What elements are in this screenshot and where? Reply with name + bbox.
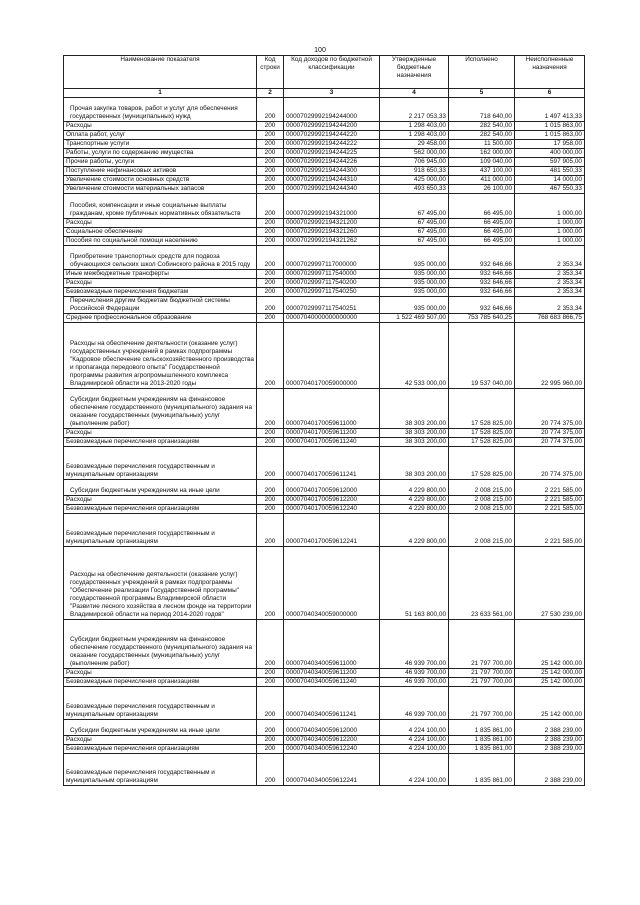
row-code: 200 bbox=[257, 447, 284, 480]
row-executed: 17 528 825,00 bbox=[449, 438, 515, 447]
row-unexecuted: 20 774 375,00 bbox=[515, 388, 585, 429]
row-kbk: 00007029992194244340 bbox=[284, 185, 380, 194]
row-kbk: 00007040170059611240 bbox=[284, 438, 380, 447]
row-unexecuted: 2 388 239,00 bbox=[515, 719, 585, 735]
row-code: 200 bbox=[257, 279, 284, 288]
row-executed: 718 640,00 bbox=[449, 98, 515, 122]
row-code: 200 bbox=[257, 314, 284, 323]
row-executed: 932 646,66 bbox=[449, 270, 515, 279]
row-unexecuted: 2 388 239,00 bbox=[515, 753, 585, 786]
table-row bbox=[64, 496, 585, 505]
row-code: 200 bbox=[257, 429, 284, 438]
row-name: Работы, услуги по содержанию имущества bbox=[64, 149, 257, 158]
table-row bbox=[64, 236, 585, 245]
table-row bbox=[64, 297, 585, 314]
row-kbk: 00007040340059000000 bbox=[284, 546, 380, 619]
row-executed: 1 835 861,00 bbox=[449, 735, 515, 744]
row-kbk: 00007040000000000000 bbox=[284, 314, 380, 323]
row-executed: 11 500,00 bbox=[449, 140, 515, 149]
row-executed: 437 100,00 bbox=[449, 167, 515, 176]
row-kbk: 00007040170059612240 bbox=[284, 505, 380, 514]
row-kbk: 00007029992194321260 bbox=[284, 227, 380, 236]
row-code: 200 bbox=[257, 753, 284, 786]
row-approved: 935 000,00 bbox=[380, 279, 449, 288]
row-approved: 935 000,00 bbox=[380, 297, 449, 314]
row-name: Расходы bbox=[64, 668, 257, 677]
row-executed: 23 633 561,00 bbox=[449, 546, 515, 619]
row-kbk: 00007040340059611241 bbox=[284, 686, 380, 719]
row-approved: 4 229 800,00 bbox=[380, 496, 449, 505]
row-name: Безвозмездные перечисления бюджетам bbox=[64, 288, 257, 297]
table-row bbox=[64, 429, 585, 438]
row-executed: 17 528 825,00 bbox=[449, 447, 515, 480]
row-approved: 38 303 200,00 bbox=[380, 447, 449, 480]
row-kbk: 00007029992194244226 bbox=[284, 158, 380, 167]
table-row bbox=[64, 167, 585, 176]
row-kbk: 00007029992194321000 bbox=[284, 194, 380, 218]
row-kbk: 00007029997117000000 bbox=[284, 245, 380, 269]
row-approved: 935 000,00 bbox=[380, 288, 449, 297]
row-code: 200 bbox=[257, 158, 284, 167]
row-unexecuted: 400 000,00 bbox=[515, 149, 585, 158]
row-unexecuted: 25 142 000,00 bbox=[515, 677, 585, 686]
row-approved: 935 000,00 bbox=[380, 270, 449, 279]
row-name: Расходы bbox=[64, 429, 257, 438]
row-name: Пособия по социальной помощи населению bbox=[64, 236, 257, 245]
table-row bbox=[64, 270, 585, 279]
row-code: 200 bbox=[257, 438, 284, 447]
row-unexecuted: 14 000,00 bbox=[515, 176, 585, 185]
row-name: Субсидии бюджетным учреждениям на иные цели bbox=[64, 479, 257, 495]
row-unexecuted: 2 353,34 bbox=[515, 270, 585, 279]
row-name: Субсидии бюджетным учреждениям на финансовое обеспечение государственного (муниципального) задания на оказание государственных (муниципальных) услуг (выполнение работ) bbox=[64, 388, 257, 429]
row-unexecuted: 22 995 960,00 bbox=[515, 323, 585, 388]
row-executed: 21 797 700,00 bbox=[449, 677, 515, 686]
row-unexecuted: 20 774 375,00 bbox=[515, 429, 585, 438]
row-approved: 46 939 700,00 bbox=[380, 677, 449, 686]
row-approved: 4 229 800,00 bbox=[380, 479, 449, 495]
table-row bbox=[64, 686, 585, 719]
row-name: Увеличение стоимости материальных запасов bbox=[64, 185, 257, 194]
row-unexecuted: 1 000,00 bbox=[515, 218, 585, 227]
row-executed: 2 008 215,00 bbox=[449, 514, 515, 547]
budget-execution-table bbox=[63, 55, 585, 786]
row-name: Пособия, компенсации и иные социальные выплаты гражданам, кроме публичных нормативных обязательств bbox=[64, 194, 257, 218]
row-unexecuted: 20 774 375,00 bbox=[515, 438, 585, 447]
row-approved: 38 303 200,00 bbox=[380, 388, 449, 429]
row-code: 200 bbox=[257, 297, 284, 314]
row-kbk: 00007029992194321200 bbox=[284, 218, 380, 227]
column-index: 3 bbox=[284, 89, 380, 98]
row-unexecuted: 25 142 000,00 bbox=[515, 668, 585, 677]
row-approved: 4 229 800,00 bbox=[380, 514, 449, 547]
column-index: 1 bbox=[64, 89, 257, 98]
row-approved: 1 298 403,00 bbox=[380, 122, 449, 131]
row-executed: 932 646,66 bbox=[449, 279, 515, 288]
row-executed: 109 040,00 bbox=[449, 158, 515, 167]
row-kbk: 00007029992194321262 bbox=[284, 236, 380, 245]
header-approved: Утвержденные бюджетные назначения bbox=[380, 56, 449, 89]
table-row bbox=[64, 505, 585, 514]
row-executed: 1 835 861,00 bbox=[449, 744, 515, 753]
row-approved: 67 495,00 bbox=[380, 236, 449, 245]
row-code: 200 bbox=[257, 668, 284, 677]
table-row bbox=[64, 677, 585, 686]
row-kbk: 00007029992194244300 bbox=[284, 167, 380, 176]
row-unexecuted: 1 000,00 bbox=[515, 227, 585, 236]
row-executed: 21 797 700,00 bbox=[449, 668, 515, 677]
row-code: 200 bbox=[257, 176, 284, 185]
table-row bbox=[64, 719, 585, 735]
row-name: Безвозмездные перечисления государственным и муниципальным организациям bbox=[64, 753, 257, 786]
header-code: Код строки bbox=[257, 56, 284, 89]
row-name: Безвозмездные перечисления государственным и муниципальным организациям bbox=[64, 514, 257, 547]
table-row bbox=[64, 546, 585, 619]
row-executed: 162 000,00 bbox=[449, 149, 515, 158]
row-unexecuted: 481 550,33 bbox=[515, 167, 585, 176]
header-unexecuted: Неисполненные назначения bbox=[515, 56, 585, 89]
row-approved: 46 939 700,00 bbox=[380, 620, 449, 669]
row-code: 200 bbox=[257, 236, 284, 245]
table-row bbox=[64, 176, 585, 185]
row-name: Приобретение транспортных средств для подвоза обучающихся сельских школ Собинского района в 2015 году bbox=[64, 245, 257, 269]
row-kbk: 00007040340059611240 bbox=[284, 677, 380, 686]
row-code: 200 bbox=[257, 388, 284, 429]
table-row bbox=[64, 668, 585, 677]
row-approved: 493 650,33 bbox=[380, 185, 449, 194]
row-unexecuted: 2 221 585,00 bbox=[515, 496, 585, 505]
row-kbk: 00007029992194244200 bbox=[284, 122, 380, 131]
row-code: 200 bbox=[257, 686, 284, 719]
row-unexecuted: 27 530 239,00 bbox=[515, 546, 585, 619]
row-kbk: 00007040170059612200 bbox=[284, 496, 380, 505]
row-kbk: 00007040340059611000 bbox=[284, 620, 380, 669]
table-row bbox=[64, 194, 585, 218]
table-row bbox=[64, 388, 585, 429]
row-approved: 29 458,00 bbox=[380, 140, 449, 149]
table-row bbox=[64, 288, 585, 297]
row-executed: 66 495,00 bbox=[449, 194, 515, 218]
row-approved: 67 495,00 bbox=[380, 227, 449, 236]
row-executed: 282 540,00 bbox=[449, 131, 515, 140]
row-kbk: 00007029997117540000 bbox=[284, 270, 380, 279]
row-executed: 2 008 215,00 bbox=[449, 496, 515, 505]
row-approved: 42 533 000,00 bbox=[380, 323, 449, 388]
row-unexecuted: 25 142 000,00 bbox=[515, 686, 585, 719]
row-kbk: 00007040170059000000 bbox=[284, 323, 380, 388]
row-kbk: 00007040340059612241 bbox=[284, 753, 380, 786]
table-row bbox=[64, 158, 585, 167]
row-unexecuted: 2 388 239,00 bbox=[515, 735, 585, 744]
row-name: Иные межбюджетные трансферты bbox=[64, 270, 257, 279]
row-kbk: 00007040170059611000 bbox=[284, 388, 380, 429]
row-unexecuted: 597 905,00 bbox=[515, 158, 585, 167]
row-name: Расходы bbox=[64, 735, 257, 744]
row-code: 200 bbox=[257, 546, 284, 619]
table-row bbox=[64, 323, 585, 388]
table-row bbox=[64, 438, 585, 447]
row-executed: 282 540,00 bbox=[449, 122, 515, 131]
row-code: 200 bbox=[257, 514, 284, 547]
row-code: 200 bbox=[257, 167, 284, 176]
table-row bbox=[64, 279, 585, 288]
row-approved: 935 000,00 bbox=[380, 245, 449, 269]
row-code: 200 bbox=[257, 620, 284, 669]
row-approved: 46 939 700,00 bbox=[380, 686, 449, 719]
row-kbk: 00007040340059612000 bbox=[284, 719, 380, 735]
row-code: 200 bbox=[257, 288, 284, 297]
row-executed: 66 495,00 bbox=[449, 227, 515, 236]
row-executed: 753 785 640,25 bbox=[449, 314, 515, 323]
row-approved: 51 163 800,00 bbox=[380, 546, 449, 619]
row-kbk: 00007029997117540200 bbox=[284, 279, 380, 288]
table-row bbox=[64, 314, 585, 323]
row-name: Расходы bbox=[64, 122, 257, 131]
row-name: Субсидии бюджетным учреждениям на финансовое обеспечение государственного (муниципального) задания на оказание государственных (муниципальных) услуг (выполнение работ) bbox=[64, 620, 257, 669]
row-name: Перечисления другим бюджетам бюджетной системы Российской Федерации bbox=[64, 297, 257, 314]
row-approved: 706 945,00 bbox=[380, 158, 449, 167]
row-name: Безвозмездные перечисления организациям bbox=[64, 438, 257, 447]
row-executed: 2 008 215,00 bbox=[449, 479, 515, 495]
table-header-row bbox=[64, 56, 585, 89]
row-name: Безвозмездные перечисления организациям bbox=[64, 505, 257, 514]
column-index: 4 bbox=[380, 89, 449, 98]
row-executed: 932 646,66 bbox=[449, 288, 515, 297]
row-approved: 425 000,00 bbox=[380, 176, 449, 185]
row-approved: 38 303 200,00 bbox=[380, 438, 449, 447]
row-approved: 918 650,33 bbox=[380, 167, 449, 176]
row-executed: 411 000,00 bbox=[449, 176, 515, 185]
row-unexecuted: 467 550,33 bbox=[515, 185, 585, 194]
row-unexecuted: 20 774 375,00 bbox=[515, 447, 585, 480]
row-approved: 2 217 053,33 bbox=[380, 98, 449, 122]
row-unexecuted: 1 000,00 bbox=[515, 236, 585, 245]
row-executed: 1 835 861,00 bbox=[449, 719, 515, 735]
column-index: 2 bbox=[257, 89, 284, 98]
row-executed: 1 835 861,00 bbox=[449, 753, 515, 786]
row-unexecuted: 2 221 585,00 bbox=[515, 479, 585, 495]
row-kbk: 00007029992194244220 bbox=[284, 131, 380, 140]
row-approved: 4 229 800,00 bbox=[380, 505, 449, 514]
row-kbk: 00007040170059612000 bbox=[284, 479, 380, 495]
row-approved: 1 298 403,00 bbox=[380, 131, 449, 140]
table-row bbox=[64, 514, 585, 547]
row-code: 200 bbox=[257, 505, 284, 514]
column-index: 5 bbox=[449, 89, 515, 98]
row-executed: 21 797 700,00 bbox=[449, 686, 515, 719]
row-unexecuted: 2 353,34 bbox=[515, 288, 585, 297]
table-row bbox=[64, 447, 585, 480]
table-row bbox=[64, 140, 585, 149]
row-unexecuted: 1 000,00 bbox=[515, 194, 585, 218]
row-unexecuted: 2 353,34 bbox=[515, 279, 585, 288]
row-name: Расходы на обеспечение деятельности (оказание услуг) государственных учреждений в рамках подпрограммы "Кадровое обеспечение сельскохозяйственного производства и пропаганда передового опыта" Государственной программы развития агропромышленного комплекса Владимирской области на 2013-2020 годы bbox=[64, 323, 257, 388]
row-name: Увеличение стоимости основных средств bbox=[64, 176, 257, 185]
row-executed: 66 495,00 bbox=[449, 236, 515, 245]
row-code: 200 bbox=[257, 227, 284, 236]
row-approved: 67 495,00 bbox=[380, 218, 449, 227]
row-unexecuted: 768 683 866,75 bbox=[515, 314, 585, 323]
row-code: 200 bbox=[257, 185, 284, 194]
row-approved: 1 522 469 507,00 bbox=[380, 314, 449, 323]
row-unexecuted: 1 015 863,00 bbox=[515, 131, 585, 140]
row-code: 200 bbox=[257, 140, 284, 149]
row-code: 200 bbox=[257, 149, 284, 158]
row-name: Расходы bbox=[64, 496, 257, 505]
row-name: Безвозмездные перечисления организациям bbox=[64, 677, 257, 686]
row-code: 200 bbox=[257, 719, 284, 735]
row-unexecuted: 25 142 000,00 bbox=[515, 620, 585, 669]
row-name: Расходы bbox=[64, 218, 257, 227]
row-unexecuted: 1 015 863,00 bbox=[515, 122, 585, 131]
table-row bbox=[64, 227, 585, 236]
row-kbk: 00007040340059611200 bbox=[284, 668, 380, 677]
table-row bbox=[64, 185, 585, 194]
row-code: 200 bbox=[257, 677, 284, 686]
row-approved: 562 000,00 bbox=[380, 149, 449, 158]
row-approved: 67 495,00 bbox=[380, 194, 449, 218]
row-executed: 2 008 215,00 bbox=[449, 505, 515, 514]
row-code: 200 bbox=[257, 496, 284, 505]
row-executed: 932 646,66 bbox=[449, 297, 515, 314]
row-unexecuted: 2 221 585,00 bbox=[515, 505, 585, 514]
row-approved: 46 939 700,00 bbox=[380, 668, 449, 677]
row-kbk: 00007040170059611241 bbox=[284, 447, 380, 480]
header-kbk: Код доходов по бюджетной классификации bbox=[284, 56, 380, 89]
table-row bbox=[64, 753, 585, 786]
row-kbk: 00007040170059612241 bbox=[284, 514, 380, 547]
table-row bbox=[64, 218, 585, 227]
row-unexecuted: 2 353,34 bbox=[515, 245, 585, 269]
table-row bbox=[64, 149, 585, 158]
column-index-row bbox=[64, 89, 585, 98]
row-name: Поступление нефинансовых активов bbox=[64, 167, 257, 176]
row-kbk: 00007029997117540250 bbox=[284, 288, 380, 297]
row-approved: 4 224 100,00 bbox=[380, 735, 449, 744]
row-code: 200 bbox=[257, 122, 284, 131]
table-row bbox=[64, 620, 585, 669]
row-unexecuted: 2 353,34 bbox=[515, 297, 585, 314]
row-kbk: 00007029992194244000 bbox=[284, 98, 380, 122]
row-executed: 17 528 825,00 bbox=[449, 429, 515, 438]
row-executed: 21 797 700,00 bbox=[449, 620, 515, 669]
row-code: 200 bbox=[257, 323, 284, 388]
row-unexecuted: 17 958,00 bbox=[515, 140, 585, 149]
row-approved: 38 303 200,00 bbox=[380, 429, 449, 438]
row-name: Безвозмездные перечисления государственным и муниципальным организациям bbox=[64, 686, 257, 719]
row-kbk: 00007040170059611200 bbox=[284, 429, 380, 438]
row-approved: 4 224 100,00 bbox=[380, 744, 449, 753]
row-unexecuted: 2 221 585,00 bbox=[515, 514, 585, 547]
table-row bbox=[64, 122, 585, 131]
row-code: 200 bbox=[257, 131, 284, 140]
row-kbk: 00007040340059612200 bbox=[284, 735, 380, 744]
row-name: Расходы bbox=[64, 279, 257, 288]
row-unexecuted: 1 497 413,33 bbox=[515, 98, 585, 122]
row-code: 200 bbox=[257, 98, 284, 122]
table-row bbox=[64, 744, 585, 753]
row-approved: 4 224 100,00 bbox=[380, 719, 449, 735]
table-row bbox=[64, 245, 585, 269]
row-executed: 19 537 040,00 bbox=[449, 323, 515, 388]
table-row bbox=[64, 479, 585, 495]
row-name: Оплата работ, услуг bbox=[64, 131, 257, 140]
row-code: 200 bbox=[257, 479, 284, 495]
table-row bbox=[64, 131, 585, 140]
row-name: Безвозмездные перечисления государственным и муниципальным организациям bbox=[64, 447, 257, 480]
row-kbk: 00007029997117540251 bbox=[284, 297, 380, 314]
table-row bbox=[64, 98, 585, 122]
row-kbk: 00007029992194244310 bbox=[284, 176, 380, 185]
row-name: Прочие работы, услуги bbox=[64, 158, 257, 167]
row-kbk: 00007029992194244225 bbox=[284, 149, 380, 158]
row-code: 200 bbox=[257, 270, 284, 279]
row-name: Безвозмездные перечисления организациям bbox=[64, 744, 257, 753]
row-name: Расходы на обеспечение деятельности (оказание услуг) государственных учреждений в рамках подпрограммы "Обеспечение реализации Государственной программы" государственной программы Владимирской области "Развитие лесного хозяйства в лесном фонде на территории Владимирской области на период 2014-2020 годов" bbox=[64, 546, 257, 619]
row-code: 200 bbox=[257, 744, 284, 753]
row-name: Транспортные услуги bbox=[64, 140, 257, 149]
row-executed: 17 528 825,00 bbox=[449, 388, 515, 429]
row-executed: 26 100,00 bbox=[449, 185, 515, 194]
row-code: 200 bbox=[257, 735, 284, 744]
row-executed: 66 495,00 bbox=[449, 218, 515, 227]
row-approved: 4 224 100,00 bbox=[380, 753, 449, 786]
header-name: Наименование показателя bbox=[64, 56, 257, 89]
row-code: 200 bbox=[257, 245, 284, 269]
header-executed: Исполнено bbox=[449, 56, 515, 89]
row-code: 200 bbox=[257, 218, 284, 227]
row-name: Субсидии бюджетным учреждениям на иные цели bbox=[64, 719, 257, 735]
row-kbk: 00007029992194244222 bbox=[284, 140, 380, 149]
table-row bbox=[64, 735, 585, 744]
row-name: Социальное обеспечение bbox=[64, 227, 257, 236]
row-unexecuted: 2 388 239,00 bbox=[515, 744, 585, 753]
column-index: 6 bbox=[515, 89, 585, 98]
row-executed: 932 646,66 bbox=[449, 245, 515, 269]
row-code: 200 bbox=[257, 194, 284, 218]
row-name: Среднее профессиональное образование bbox=[64, 314, 257, 323]
page-number: 100 bbox=[314, 47, 326, 54]
row-kbk: 00007040340059612240 bbox=[284, 744, 380, 753]
row-name: Прочая закупка товаров, работ и услуг для обеспечения государственных (муниципальных) нужд bbox=[64, 98, 257, 122]
